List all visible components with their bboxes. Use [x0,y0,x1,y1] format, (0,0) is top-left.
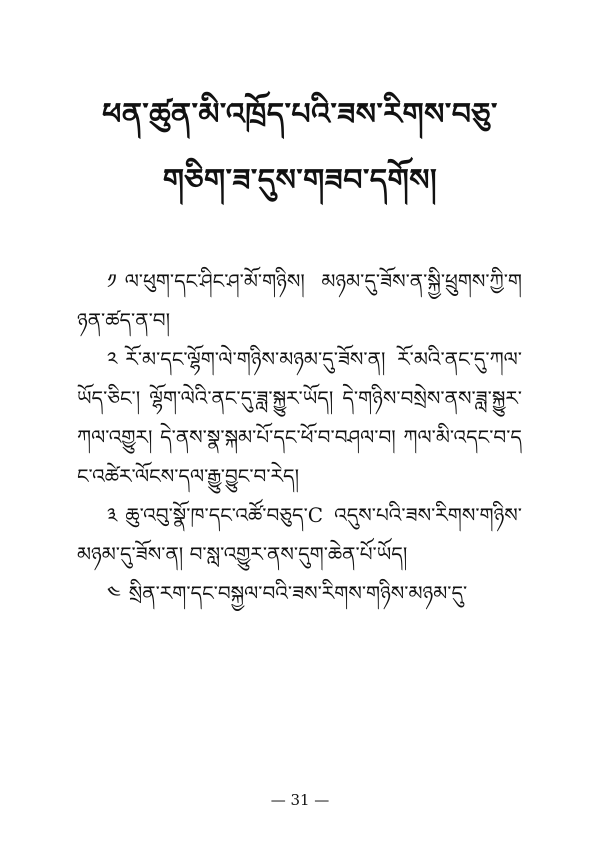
title-line-1: ཕན་ཚུན་མི་འཁྲོད་པའི་ཟས་རིགས་བཅུ་ [102,97,498,132]
paragraph-3 [77,496,522,574]
paragraph-2 [77,340,522,496]
paragraph-number: ༤ [107,581,121,605]
paragraph-number: ༣ [107,503,118,527]
paragraph-text: ཪོ་མ་དང་ལྷོག་ལེ་གཉིས་མཉམ་དུ་ཟོས་ན། ཪོ་མའི་ནང་དུ་ཀལ་ཡོད་ཅིང་། ལྷོག་ལེའི་ནང་དུ་ཟླ་སྐྱུར་ཡོད། དེ་གཉིས་བསྲེས་ནས་ཟླ་སྐྱུར་ཀལ་འགྱུར། དེ་ནས་སྣ་སྐམ་པོ་དང་ཕོ་བ་བཤལ་བ། ཀལ་མི་འདང་བ་དང་འཚེར་ལོངས་དལ་རྒྱུ་བྱུང་བ་རེད། [77,347,522,488]
page-number: — 31 — [270,791,330,809]
body-text [77,262,522,613]
paragraph-1 [77,262,522,340]
paragraph-text: ལ་ཕུག་དང་ཤིང་ཤ་མོ་གཉིས། མཉམ་དུ་ཟོས་ན་སྐྱི་ཕྲུགས་ཀྱི་གཉན་ཚད་ན་བ། [77,269,522,332]
paragraph-number: ༡ [107,269,117,293]
page-title [0,82,600,214]
paragraph-text: སྲིན་རག་དང་བསྐྱལ་བའི་ཟས་རིགས་གཉིས་མཉམ་དུ་ [128,581,468,605]
title-line-2: གཅིག་ཟ་དུས་གཟབ་དགོས། [162,163,438,198]
paragraph-number: ༢ [107,347,118,371]
paragraph-text: ཆུ་འབུ་སྣོ་ཁ་དང་འཚོ་བཅུད་C འདུས་པའི་ཟས་རིགས་གཉིས་མཉམ་དུ་ཟོས་ན། བ་སླ་འགྱུར་ནས་དུག་ཆེན་པོ་ཡོད། [77,503,522,566]
paragraph-4 [77,574,522,613]
